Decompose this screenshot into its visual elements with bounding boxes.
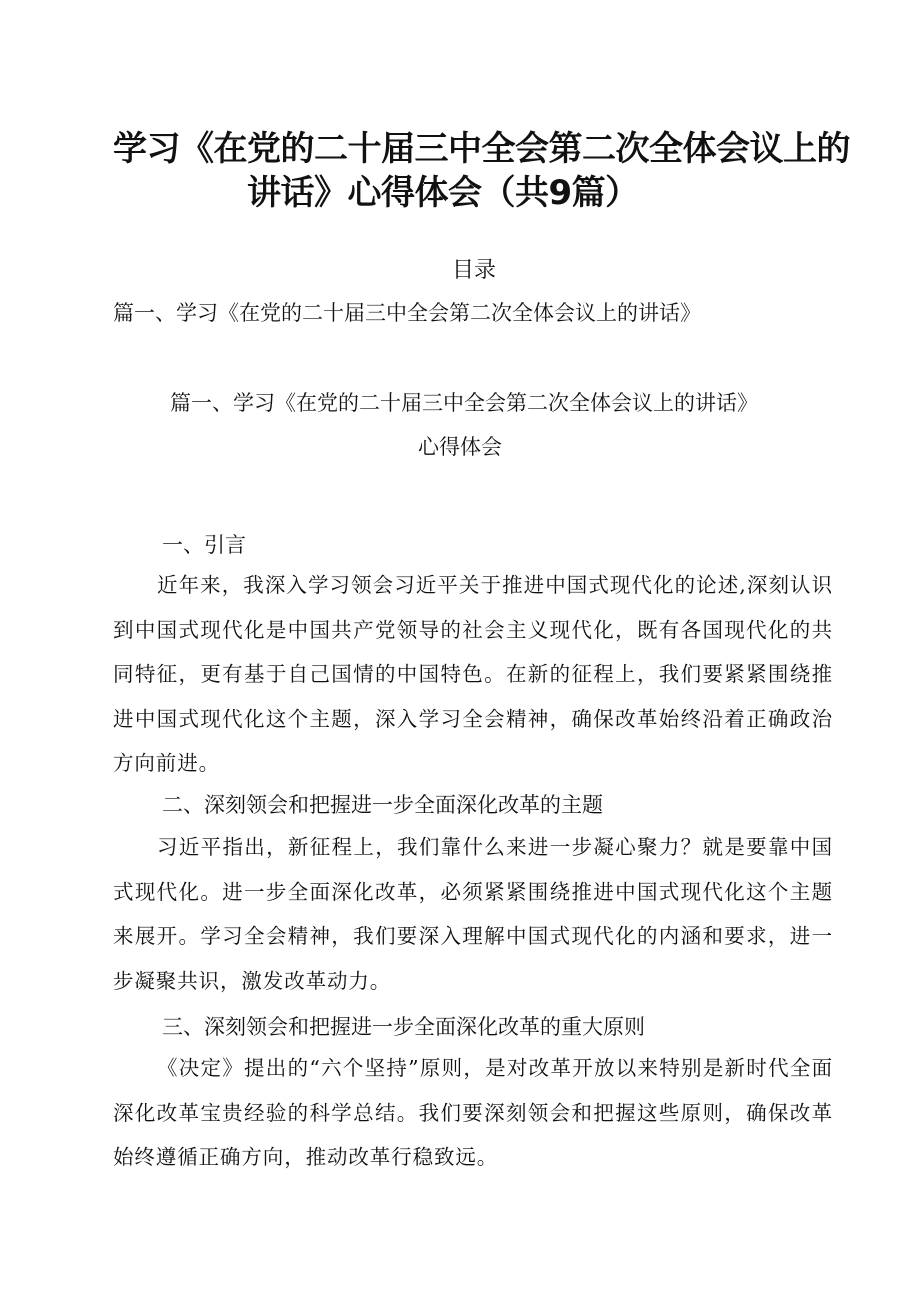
section-body-theme: 习近平指出，新征程上，我们靠什么来进一步凝心聚力？就是要靠中国式现代化。进一步全面深化改革，必须紧紧围绕推进中国式现代化这个主题来展开。学习全会精神，我们要深入理解中国式现代化的内涵和要求，进一步凝聚共识，激发改革动力。 xyxy=(113,835,833,993)
article-title-line-2: 心得体会 xyxy=(418,435,502,459)
toc-item[interactable]: 篇一、学习《在党的二十届三中全会第二次全体会议上的讲话》 xyxy=(113,301,701,325)
section-heading-principles: 三、深刻领会和把握进一步全面深化改革的重大原则 xyxy=(162,1015,645,1039)
document-title-line-1: 学习《在党的二十届三中全会第二次全体会议上的 xyxy=(113,129,850,169)
section-heading-intro: 一、引言 xyxy=(162,533,246,557)
article-title-line-1: 篇一、学习《在党的二十届三中全会第二次全体会议上的讲话》 xyxy=(170,391,758,415)
section-body-principles: 《决定》提出的“六个坚持”原则，是对改革开放以来特别是新时代全面深化改革宝贵经验的科学总结。我们要深刻领会和把握这些原则，确保改革始终遵循正确方向，推动改革行稳致远。 xyxy=(113,1056,833,1169)
section-body-intro: 近年来，我深入学习领会习近平关于推进中国式现代化的论述,深刻认识到中国式现代化是中国共产党领导的社会主义现代化，既有各国现代化的共同特征，更有基于自己国情的中国特色。在新的征程上，我们要紧紧围绕推进中国式现代化这个主题，深入学习全会精神，确保改革始终沿着正确政治方向前进。 xyxy=(113,573,833,775)
section-heading-theme: 二、深刻领会和把握进一步全面深化改革的主题 xyxy=(162,793,603,817)
document-title-line-2: 讲话》心得体会（共9篇） xyxy=(247,173,639,213)
toc-heading: 目录 xyxy=(451,258,496,283)
